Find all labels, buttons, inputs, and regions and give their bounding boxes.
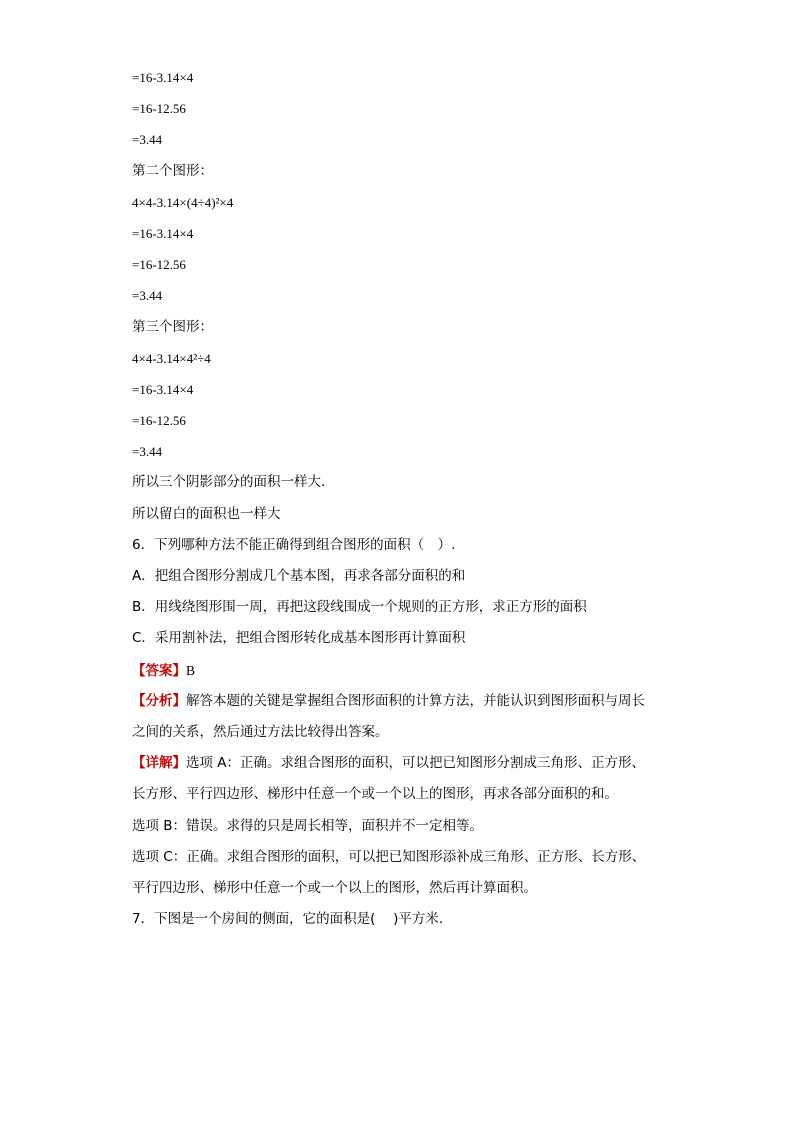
fig1-step3: =16-12.56 [132, 101, 186, 117]
detail-tag: 【详解】 [132, 755, 186, 772]
fig2-result: =3.44 [132, 288, 163, 304]
analysis-tag: 【分析】 [132, 692, 186, 709]
analysis-text-1: 解答本题的关键是掌握组合图形面积的计算方法，并能认识到图形面积与周长 [186, 692, 645, 709]
fig1-step2: =16-3.14×4 [132, 70, 194, 85]
fig2-title: 第二个图形： [132, 162, 213, 179]
fig1-result: =3.44 [132, 132, 163, 148]
analysis-line-1 [132, 686, 692, 717]
detail-text-1: 选项 A：正确。求组合图形的面积，可以把已知图形分割成三角形、正方形、 [186, 755, 646, 772]
document-page [132, 62, 692, 935]
detail-line-2: 长方形、平行四边形、梯形中任意一个或一个以上的图形，再求各部分面积的和。 [132, 786, 618, 803]
fig3-result: =3.44 [132, 444, 163, 460]
conclusion-shaded: 所以三个阴影部分的面积一样大. [132, 474, 326, 491]
detail-line-5: 平行四边形、梯形中任意一个或一个以上的图形，然后再计算面积。 [132, 879, 537, 896]
fig2-step2: =16-3.14×4 [132, 225, 194, 241]
question-6-stem: 6．下列哪种方法不能正确得到组合图形的面积（ ）. [132, 536, 456, 553]
detail-line-3: 选项 B：错误。求得的只是周长相等，面积并不一定相等。 [132, 817, 484, 834]
question-6-option-c: C．采用割补法，把组合图形转化成基本图形再计算面积 [132, 630, 466, 647]
question-6-option-a: A．把组合图形分割成几个基本图，再求各部分面积的和 [132, 568, 466, 584]
fig3-expression: 4×4-3.14×4²÷4 [132, 350, 211, 366]
conclusion-blank: 所以留白的面积也一样大 [132, 505, 281, 522]
fig3-title: 第三个图形： [132, 318, 213, 335]
answer-line [132, 655, 692, 686]
question-6-option-b: B．用线绕图形围一周，再把这段线围成一个规则的正方形，求正方形的面积 [132, 599, 587, 616]
question-7-stem: 7．下图是一个房间的侧面，它的面积是( )平方米. [132, 911, 444, 928]
answer-tag: 【答案】 [132, 662, 186, 679]
detail-line-1 [132, 748, 692, 779]
detail-line-4: 选项 C：正确。求组合图形的面积，可以把已知图形添补成三角形、正方形、长方形、 [132, 848, 646, 865]
analysis-line-2: 之间的关系，然后通过方法比较得出答案。 [132, 723, 389, 740]
fig2-expression: 4×4-3.14×(4÷4)²×4 [132, 194, 234, 210]
fig3-step2: =16-3.14×4 [132, 381, 194, 397]
fig3-step3: =16-12.56 [132, 413, 186, 429]
fig2-step3: =16-12.56 [132, 257, 186, 273]
answer-value: B [186, 662, 196, 678]
